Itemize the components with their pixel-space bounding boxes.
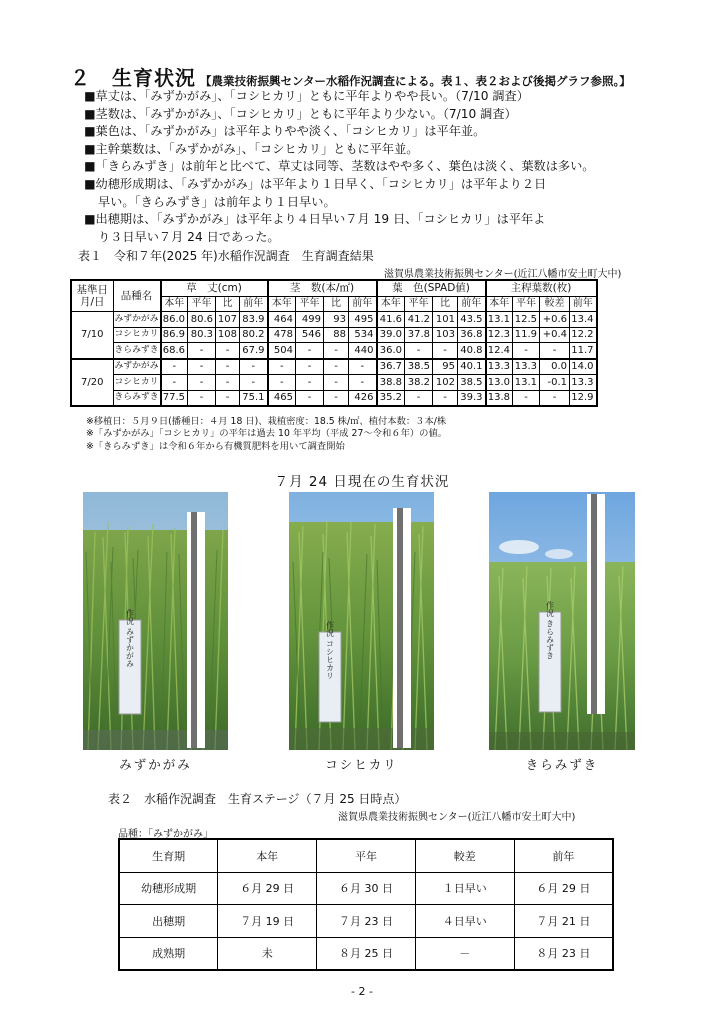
value-cell: - — [405, 390, 433, 406]
sub-header-cell: 較差 — [540, 296, 570, 312]
value-cell: - — [349, 375, 377, 391]
value-cell: 40.8 — [458, 343, 486, 359]
variety-cell: きらみずき — [113, 343, 161, 359]
photo-label-koshihikari: コシヒカリ — [325, 757, 398, 772]
value-cell: 83.9 — [240, 312, 268, 328]
value-cell: - — [296, 390, 324, 406]
value-cell: - — [268, 375, 296, 391]
sub-header-cell: 前年 — [570, 296, 597, 312]
table2-caption: 表２ 水稲作況調査 生育ステージ（７月 25 日時点） — [108, 792, 407, 806]
sub-header-cell: 平年 — [296, 296, 324, 312]
value-cell: 13.1 — [513, 375, 540, 391]
value-cell: 108 — [216, 327, 240, 343]
variety-cell: みずかがみ — [113, 359, 161, 375]
sub-header-cell: 比 — [324, 296, 349, 312]
value-cell: 102 — [433, 375, 458, 391]
value-cell: 13.3 — [513, 359, 540, 375]
value-cell: 86.9 — [161, 327, 188, 343]
value-cell: 11.9 — [513, 327, 540, 343]
table2-header-cell: 平年 — [317, 839, 416, 872]
value-cell: - — [188, 343, 216, 359]
svg-text:作況 きらみずき: 作況 きらみずき — [545, 600, 555, 660]
value-cell: - — [324, 359, 349, 375]
value-cell: - — [324, 390, 349, 406]
variety-cell: みずかがみ — [113, 312, 161, 328]
value-cell: 13.3 — [570, 375, 597, 391]
value-cell: 103 — [433, 327, 458, 343]
value-cell: 101 — [433, 312, 458, 328]
value-cell: 440 — [349, 343, 377, 359]
value-cell: - — [433, 343, 458, 359]
value-cell: - — [216, 390, 240, 406]
value-cell: - — [296, 343, 324, 359]
value-cell: 93 — [324, 312, 349, 328]
value-cell: 80.2 — [240, 327, 268, 343]
stage-value-cell: ６月 29 日 — [514, 872, 613, 905]
table2-header-cell: 本年 — [218, 839, 317, 872]
growth-survey-table — [70, 279, 598, 407]
table2-source: 滋賀県農業技術振興センター(近江八幡市安土町大中) — [338, 812, 576, 823]
table2-header-cell: 前年 — [514, 839, 613, 872]
value-cell: 95 — [433, 359, 458, 375]
value-cell: 36.0 — [377, 343, 405, 359]
sub-header-cell: 前年 — [240, 296, 268, 312]
value-cell: 67.9 — [240, 343, 268, 359]
value-cell: 11.7 — [570, 343, 597, 359]
stage-value-cell: ８月 25 日 — [317, 937, 416, 970]
group-leaf-number: 主稈葉数(枚) — [486, 280, 597, 296]
svg-text:作況 コシヒカリ: 作況 コシヒカリ — [325, 620, 335, 680]
stage-value-cell: ６月 30 日 — [317, 872, 416, 905]
table-row — [71, 359, 597, 375]
sub-header-cell: 前年 — [458, 296, 486, 312]
value-cell: - — [296, 359, 324, 375]
value-cell: 546 — [296, 327, 324, 343]
variety-sign — [539, 600, 561, 712]
value-cell: - — [161, 359, 188, 375]
sub-header-cell: 平年 — [405, 296, 433, 312]
value-cell: - — [216, 343, 240, 359]
summary-bullets — [84, 88, 684, 246]
table-row — [119, 937, 613, 970]
bullet-heading-date: ■出穂期は、「みずかがみ」は平年より４日早い７月 19 日、「コシヒカリ」は平年よ — [84, 212, 546, 227]
stage-value-cell: － — [415, 937, 514, 970]
note-kiramizuki: ※「きらみずき」は令和６年から有機質肥料を用いて調査開始 — [86, 440, 345, 452]
value-cell: +0.6 — [540, 312, 570, 328]
variety-sign — [319, 620, 341, 722]
stage-value-cell: ４日早い — [415, 905, 514, 938]
value-cell: - — [268, 359, 296, 375]
value-cell: 80.6 — [188, 312, 216, 328]
value-cell: - — [513, 390, 540, 406]
sub-header-cell: 比 — [216, 296, 240, 312]
table-row — [71, 390, 597, 406]
sub-header-cell: 本年 — [268, 296, 296, 312]
value-cell: 534 — [349, 327, 377, 343]
table2-variety: 品種：「みずかがみ」 — [118, 829, 213, 840]
table2-header-row — [119, 839, 613, 872]
value-cell: +0.4 — [540, 327, 570, 343]
value-cell: 13.3 — [486, 359, 513, 375]
value-cell: 13.4 — [570, 312, 597, 328]
value-cell: - — [349, 359, 377, 375]
value-cell: 107 — [216, 312, 240, 328]
value-cell: - — [296, 375, 324, 391]
note-transplant: ※移植日：５月９日(播種日：４月 18 日)、栽植密度：18.5 株/㎡、植付本数：３本/株 — [86, 416, 447, 427]
value-cell: - — [405, 343, 433, 359]
bullet-plant-height: ■草丈は、「みずかがみ」、「コシヒカリ」ともに平年よりやや長い。（7/10 調査） — [84, 89, 529, 103]
value-cell: 36.7 — [377, 359, 405, 375]
stage-value-cell: ６月 29 日 — [218, 872, 317, 905]
value-cell: 75.1 — [240, 390, 268, 406]
value-cell: - — [240, 359, 268, 375]
value-cell: 12.9 — [570, 390, 597, 406]
table-row — [71, 343, 597, 359]
stage-value-cell: ７月 21 日 — [514, 905, 613, 938]
page-number: - 2 - — [351, 985, 373, 998]
value-cell: 38.5 — [405, 359, 433, 375]
value-cell: 41.2 — [405, 312, 433, 328]
sub-header-cell: 本年 — [486, 296, 513, 312]
variety-cell: コシヒカリ — [113, 375, 161, 391]
stage-value-cell: ８月 23 日 — [514, 937, 613, 970]
table-row — [119, 872, 613, 905]
bullet-tiller-count: ■茎数は、「みずかがみ」、「コシヒカリ」ともに平年より少ない。（7/10 調査） — [84, 106, 517, 121]
photo-label-mizukagami: みずかがみ — [119, 757, 192, 772]
table-row — [71, 312, 597, 328]
measuring-pole — [187, 512, 205, 748]
sub-header-cell: 平年 — [513, 296, 540, 312]
value-cell: 12.2 — [570, 327, 597, 343]
value-cell: - — [188, 390, 216, 406]
value-cell: 38.8 — [377, 375, 405, 391]
photo-koshihikari — [289, 492, 434, 750]
value-cell: 0.0 — [540, 359, 570, 375]
variety-sign — [119, 608, 141, 714]
variety-cell: きらみずき — [113, 390, 161, 406]
value-cell: 37.8 — [405, 327, 433, 343]
group-leaf-color: 葉 色(SPAD値) — [377, 280, 486, 296]
photos-title: ７月 24 日現在の生育状況 — [274, 474, 450, 490]
value-cell: - — [540, 390, 570, 406]
value-cell: 495 — [349, 312, 377, 328]
value-cell: - — [324, 375, 349, 391]
value-cell: 478 — [268, 327, 296, 343]
value-cell: 464 — [268, 312, 296, 328]
table2-header-cell: 生育期 — [119, 839, 218, 872]
table-row — [71, 375, 597, 391]
note-normal-year: ※「みずかがみ」「コシヒカリ」の平年は過去 10 年平均（平成 27～令和６年）の値。 — [86, 428, 448, 440]
value-cell: 38.5 — [458, 375, 486, 391]
sub-header-cell: 本年 — [377, 296, 405, 312]
bullet-panicle-formation: ■幼穂形成期は、「みずかがみ」は平年より１日早く、「コシヒカリ」は平年より２日 — [84, 176, 547, 191]
variety-cell: コシヒカリ — [113, 327, 161, 343]
sub-header-cell: 前年 — [349, 296, 377, 312]
section-subtitle: 【農業技術振興センター水稲作況調査による。表１、表２および後掲グラフ参照。】 — [200, 74, 631, 88]
value-cell: - — [540, 343, 570, 359]
value-cell: 88 — [324, 327, 349, 343]
stage-value-cell: ７月 19 日 — [218, 905, 317, 938]
stage-value-cell: １日早い — [415, 872, 514, 905]
value-cell: 13.1 — [486, 312, 513, 328]
value-cell: 86.0 — [161, 312, 188, 328]
stage-value-cell: 未 — [218, 937, 317, 970]
stage-name-cell: 幼穂形成期 — [119, 872, 218, 905]
measuring-pole — [587, 494, 605, 714]
value-cell: 12.3 — [486, 327, 513, 343]
sub-header-cell: 平年 — [188, 296, 216, 312]
value-cell: 36.8 — [458, 327, 486, 343]
table-row — [119, 905, 613, 938]
date-cell: 7/10 — [71, 312, 113, 359]
sub-header-cell: 比 — [433, 296, 458, 312]
value-cell: 39.0 — [377, 327, 405, 343]
value-cell: 12.4 — [486, 343, 513, 359]
table2-header-cell: 較差 — [415, 839, 514, 872]
value-cell: 68.6 — [161, 343, 188, 359]
date-cell: 7/20 — [71, 359, 113, 407]
header-variety: 品種名 — [113, 280, 161, 312]
value-cell: - — [240, 375, 268, 391]
value-cell: - — [513, 343, 540, 359]
svg-text:作況 みずかがみ: 作況 みずかがみ — [125, 608, 135, 668]
value-cell: - — [433, 390, 458, 406]
value-cell: - — [324, 343, 349, 359]
value-cell: 14.0 — [570, 359, 597, 375]
value-cell: 39.3 — [458, 390, 486, 406]
growth-stage-table — [118, 838, 614, 971]
photo-kiramizuki — [489, 492, 635, 750]
value-cell: 43.5 — [458, 312, 486, 328]
section-title: ２ 生育状況 — [70, 66, 196, 90]
value-cell: - — [216, 375, 240, 391]
group-tiller-count: 茎 数(本/㎡) — [268, 280, 377, 296]
value-cell: 13.0 — [486, 375, 513, 391]
stage-value-cell: ７月 23 日 — [317, 905, 416, 938]
bullet-kiramizuki: ■「きらみずき」は前年と比べて、草丈は同等、茎数はやや多く、葉色は淡く、葉数は多い。 — [84, 159, 595, 174]
bullet-panicle-formation-cont: 早い。「きらみずき」は前年より１日早い。 — [98, 194, 336, 209]
value-cell: 40.1 — [458, 359, 486, 375]
photo-label-kiramizuki: きらみずき — [525, 757, 599, 772]
value-cell: -0.1 — [540, 375, 570, 391]
value-cell: 77.5 — [161, 390, 188, 406]
value-cell: 35.2 — [377, 390, 405, 406]
group-plant-height: 草 丈(cm) — [161, 280, 268, 296]
value-cell: - — [161, 375, 188, 391]
table1-source: 滋賀県農業技術振興センター(近江八幡市安土町大中) — [384, 269, 622, 280]
value-cell: - — [188, 359, 216, 375]
table-row — [71, 327, 597, 343]
value-cell: 504 — [268, 343, 296, 359]
value-cell: 465 — [268, 390, 296, 406]
table1-caption: 表１ 令和７年(2025 年)水稲作況調査 生育調査結果 — [78, 249, 374, 263]
value-cell: 426 — [349, 390, 377, 406]
stage-name-cell: 出穂期 — [119, 905, 218, 938]
value-cell: 499 — [296, 312, 324, 328]
value-cell: 38.2 — [405, 375, 433, 391]
value-cell: 41.6 — [377, 312, 405, 328]
value-cell: - — [216, 359, 240, 375]
stage-name-cell: 成熟期 — [119, 937, 218, 970]
value-cell: 12.5 — [513, 312, 540, 328]
bullet-leaf-color: ■葉色は、「みずかがみ」は平年よりやや淡く、「コシヒカリ」は平年並。 — [84, 124, 486, 139]
measuring-pole — [393, 508, 411, 748]
photo-mizukagami — [83, 492, 228, 750]
section-heading — [70, 62, 631, 91]
header-date: 基準日 月/日 — [71, 280, 113, 312]
value-cell: 80.3 — [188, 327, 216, 343]
value-cell: 13.8 — [486, 390, 513, 406]
sub-header-cell: 本年 — [161, 296, 188, 312]
bullet-leaf-number: ■主幹葉数は、「みずかがみ」、「コシヒカリ」ともに平年並。 — [84, 141, 419, 156]
value-cell: - — [188, 375, 216, 391]
table1-notes — [86, 416, 447, 453]
bullet-heading-date-cont: り３日早い７月 24 日であった。 — [98, 229, 280, 244]
